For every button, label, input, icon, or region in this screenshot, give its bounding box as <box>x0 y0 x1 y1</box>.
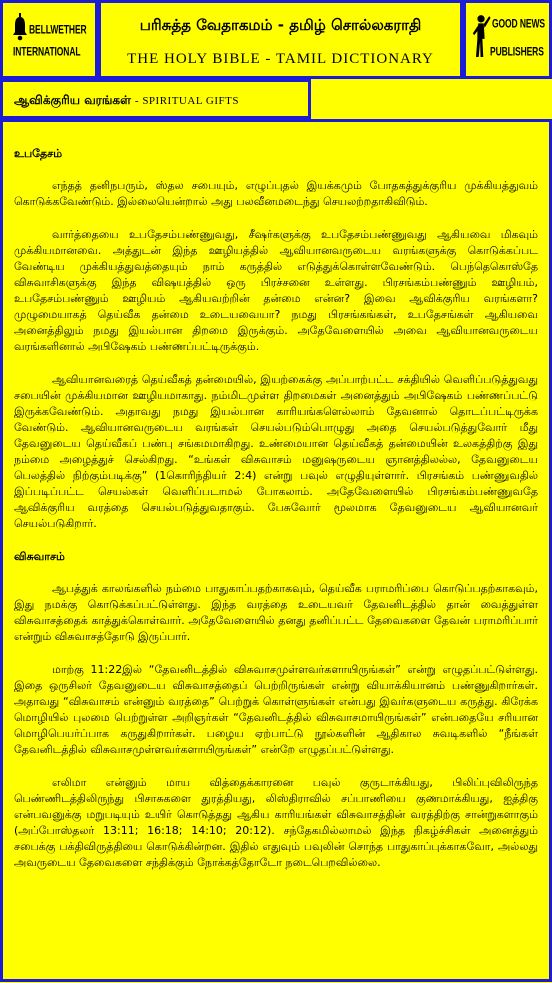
paragraph: வார்த்தையை உபதேசம்பண்ணுவது, சீஷர்களுக்கு உபதேசம்பண்ணுவது ஆகியவை மிகவும் முக்கியமானவை. அத்துடன் இந்த ஊழியத்தில் ஆவியானவருடைய வரங்களுக்கு கொடுக்கப்பட வேண்டிய முக்கியத்துவத்தையும் நாம் கருத்தில் எடுத்துக்கொள்ளவேண்டும். பெந்தெகொஸ்தே விசுவாசிகளுக்கு இந்த விஷயத்தில் ஒரு பிரச்சனை உள்ளது. பிரசங்கம்பண்ணும் ஊழியம், உபதேசம்பண்ணும் ஊழியம் ஆகியவற்றின் தன்மை என்ன? இவை ஆவிக்குரிய வரங்களா? முழுமையாகத் தெய்வீக தன்மை உடையவையா? நமது பிரசங்கங்கள், உபதேசங்கள் ஆகியவை அனைத்திலும் நமது இயல்பான திறமை இருக்கும். அதேவேளையில் அவை ஆவியானவருடைய வரங்களினால் அபிஷேகம் பண்ணப்பட்டிருக்கும். <box>14 227 538 353</box>
herald-icon <box>471 11 491 63</box>
paragraph: எந்தத் தனிநபரும், ஸ்தல சபையும், எழுப்புதல் இயக்கமும் போதகத்துக்குரிய முக்கியத்துவம் கொடுக்கவேண்டும். இல்லையென்றால் அது பலவீனமடைந்து செயலற்றதாகிவிடும். <box>14 178 538 208</box>
logo-text-good-news: GOOD NEWS <box>492 16 545 31</box>
page-title-tamil: பரிசுத்த வேதாகமம் - தமிழ் சொல்லகராதி <box>139 16 422 34</box>
section-title <box>14 82 304 116</box>
section-heading: உபதேசம் <box>14 147 63 160</box>
section-title-tamil: ஆவிக்குரிய வரங்கள் <box>14 93 131 107</box>
logo-text-international: INTERNATIONAL <box>13 44 81 59</box>
publisher-logo-good-news <box>463 0 552 79</box>
bell-icon <box>12 13 28 41</box>
section-faith <box>14 549 538 871</box>
logo-text-publishers: PUBLISHERS <box>490 44 544 59</box>
page-title-english: THE HOLY BIBLE - TAMIL DICTIONARY <box>127 51 434 67</box>
title-banner <box>98 0 463 79</box>
section-title-box <box>0 79 311 119</box>
article-body <box>0 119 552 982</box>
section-heading: விசுவாசம் <box>14 549 65 563</box>
logo-text-bellwether: BELLWETHER <box>29 22 87 37</box>
paragraph: எலிமா என்னும் மாய வித்தைக்காரனை பவுல் குருடாக்கியது, பிலிப்புவிலிருந்த பெண்ணிடத்திலிருந்து பிசாசுகளை துரத்தியது, லிஸ்திராவில் சப்பாணியை குணமாக்கியது, ஐத்திகு என்பவனுக்கு மறுபடியும் உயிர் கொடுத்தது ஆகிய காரியங்கள் விசுவாசத்தின் வரத்திற்கு சான்றுகளாகும் (அப்போஸ்தலர் 13:11; 16:18; 14:10; 20:12). சந்தேகமில்லாமல் இந்த நிகழ்ச்சிகள் அனைத்தும் சபைக்கு பக்திவிருத்தியை கொடுக்கின்றன. இதில் எதுவும் பவுலின் சொந்த பாதுகாப்புக்காகவோ, அல்லது அவருடைய தேவைகளை சந்திக்கும் நோக்கத்தோடோ நடைபெறவில்லை. <box>14 775 538 869</box>
paragraph: ஆவியானவரைத் தெய்வீகத் தன்மையில், இயற்கைக்கு அப்பாற்பட்ட சக்தியில் வெளிப்படுத்துவது சபையின் முக்கியமான ஊழியமாகாது. நம்மிடமுள்ள திறமைகள் அனைத்தும் அபிஷேகம் பண்ணப்பட்டு இருக்கவேண்டும். அதாவது நமது இயல்பான காரியங்களெல்லாம் தேவனால் தொடப்பட்டிருக்க வேண்டும். ஆவியானவருடைய வரங்கள் செயல்படும்பொழுது அதை செயல்படுத்துவோர் மீது தேவனுடைய தெய்வீகப் பண்பு சங்கமமாகிறது. உண்மையான தெய்வீகத் தன்மையின் உலகத்திற்கு இது நம்மை அழைத்துச் செல்கிறது. “உங்கள் விசுவாசம் மனுஷருடைய ஞானத்திலல்ல, தேவனுடைய பெலத்தில் நிற்கும்படிக்கு” (1கொரிந்தியர் 2:4) என்று பவுல் எழுதியுள்ளார். பிரசங்கம் பண்ணுவதில் இப்படிப்பட்ட செயல்கள் வெளிப்படாமல் போகலாம். அதேவேளையில் பிரசங்கம்பண்ணுவதே ஆவிக்குரிய வரத்தை செயல்படுத்துவதாகும். பேசுவோர் மூலமாக தேவனுடைய ஆவியானவர் செயல்படுகிறார். <box>14 372 538 530</box>
section-title-english: - SPIRITUAL GIFTS <box>134 95 239 107</box>
publisher-logo-bellwether <box>0 0 98 79</box>
paragraph: மாற்கு 11:22இல் “தேவனிடத்தில் விசுவாசமுள்ளவர்களாயிருங்கள்” என்று எழுதப்பட்டுள்ளது. இதை ஒருசிலர் தேவனுடைய விசுவாசத்தைப் பெற்றிருங்கள் என்று வியாக்கியானம் பண்ணுகிறார்கள். அதாவது “விசுவாசம் என்னும் வரத்தை” பெற்றுக் கொள்ளுங்கள் என்பது இவர்களுடைய கருத்து. கிரேக்க மொழியில் புலமை பெற்றுள்ள அறிஞர்கள் “தேவனிடத்தில் விசுவாசமாயிருங்கள்” என்பதையே சரியான மொழிபெயர்ப்பாக கருதுகிறார்கள். பழைய ஏற்பாட்டு நூல்களின் ஆதிகால சுவடிகளில் “நீங்கள் தேவனிடத்தில் விசுவாசமுள்ளவர்களாயிருங்கள்” என்றே எழுதப்பட்டுள்ளது. <box>14 662 538 756</box>
section-teaching <box>14 146 538 532</box>
paragraph: ஆபத்துக் காலங்களில் நம்மை பாதுகாப்பதற்காகவும், தெய்வீக பராமரிப்பை கொடுப்பதற்காகவும், இது நமக்கு கொடுக்கப்பட்டுள்ளது. இந்த வரத்தை உடையவர் தேவனிடத்தில் தான் வைத்துள்ள விசுவாசத்தைக் காத்துக்கொள்வார். அதேவேளையில் தனது தனிப்பட்ட தேவைகளை தேவன் பராமரிப்பார் என்றும் விசுவாசத்தோடு இருப்பார். <box>14 581 538 643</box>
